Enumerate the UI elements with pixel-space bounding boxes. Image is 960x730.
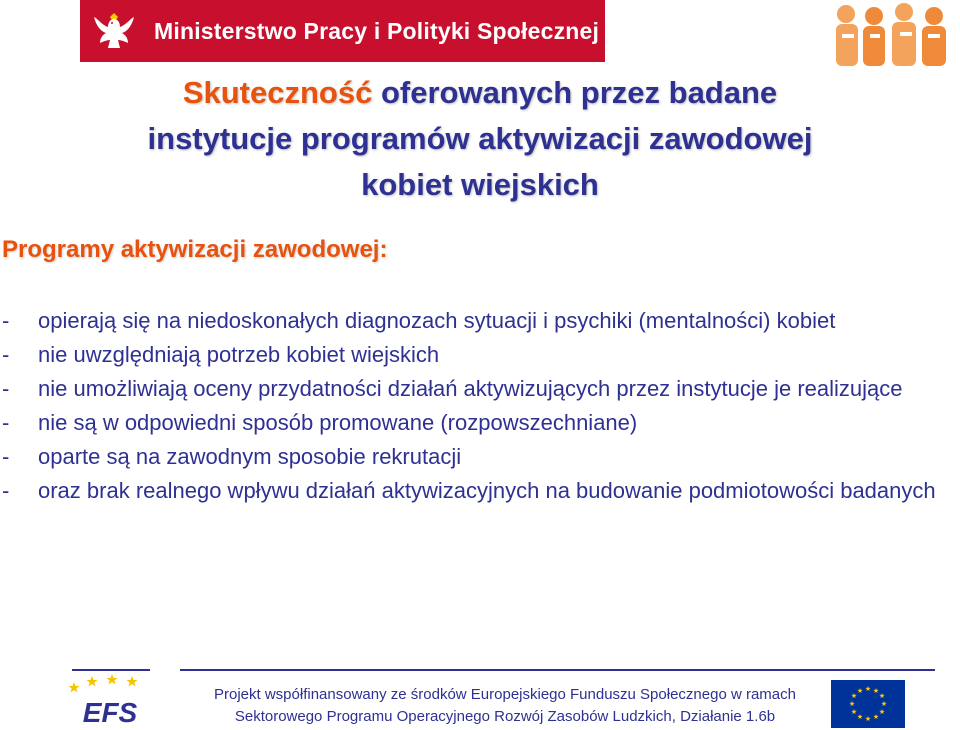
list-item (0, 304, 950, 338)
bullet-text: opierają się na niedoskonałych diagnozach sytuacji i psychiki (mentalności) kobiet (38, 308, 836, 333)
efs-logo-icon (60, 672, 160, 728)
bullet-text: oraz brak realnego wpływu działań aktywizacyjnych na budowanie podmiotowości badanych (38, 478, 936, 503)
bullet-list (0, 304, 950, 508)
list-item (0, 474, 950, 508)
title-accent: Skuteczność (182, 75, 373, 110)
svg-text:★: ★ (864, 715, 872, 723)
efs-logo-text: EFS (82, 697, 138, 728)
title-line-1-rest: oferowanych przez badane (372, 75, 778, 110)
footer-divider (180, 669, 935, 671)
footer-line-2: Sektorowego Programu Operacyjnego Rozwój Zasobów Ludzkich, Działanie 1.6b (234, 708, 776, 725)
bullet-dash: - (2, 410, 10, 435)
bullet-text: nie umożliwiają oceny przydatności działań aktywizujących przez instytucje je realizujące (38, 376, 903, 401)
list-item (0, 440, 950, 474)
bullet-dash: - (2, 342, 10, 367)
ministry-name: Ministerstwo Pracy i Polityki Społecznej (154, 17, 600, 44)
svg-text:★: ★ (878, 708, 886, 716)
list-item (0, 406, 950, 440)
section-subtitle: Programy aktywizacji zawodowej: (2, 236, 388, 263)
eu-flag-icon (831, 680, 905, 728)
title-line-1 (30, 70, 930, 116)
bullet-text: nie są w odpowiedni sposób promowane (rozpowszechniane) (38, 410, 638, 435)
bullet-text: oparte są na zawodnym sposobie rekrutacji (38, 444, 462, 469)
bullet-dash: - (2, 478, 10, 503)
footer-text (180, 684, 830, 728)
svg-text:★: ★ (856, 687, 864, 695)
svg-text:★: ★ (878, 692, 886, 700)
polish-eagle-icon (88, 5, 140, 57)
bullet-text: nie uwzględniają potrzeb kobiet wiejskich (38, 342, 440, 367)
people-logo-icon (830, 2, 958, 72)
footer-line-1: Projekt współfinansowany ze środków Europejskiego Funduszu Społecznego w ramach (214, 686, 796, 703)
title-line-2: instytucje programów aktywizacji zawodowej (147, 121, 813, 156)
bullet-dash: - (2, 444, 10, 469)
page-title (30, 70, 930, 208)
svg-text:★: ★ (856, 713, 864, 721)
list-item (0, 372, 950, 406)
bullet-dash: - (2, 376, 10, 401)
svg-text:★: ★ (872, 713, 880, 721)
svg-text:★: ★ (864, 685, 872, 693)
svg-text:★: ★ (872, 687, 880, 695)
svg-text:★: ★ (848, 700, 856, 708)
bullet-dash: - (2, 308, 10, 333)
list-item (0, 338, 950, 372)
svg-text:★: ★ (850, 708, 858, 716)
ministry-banner (80, 0, 605, 62)
svg-text:★: ★ (880, 700, 888, 708)
title-line-3: kobiet wiejskich (361, 167, 599, 202)
efs-divider (72, 669, 150, 671)
svg-text:★: ★ (850, 692, 858, 700)
